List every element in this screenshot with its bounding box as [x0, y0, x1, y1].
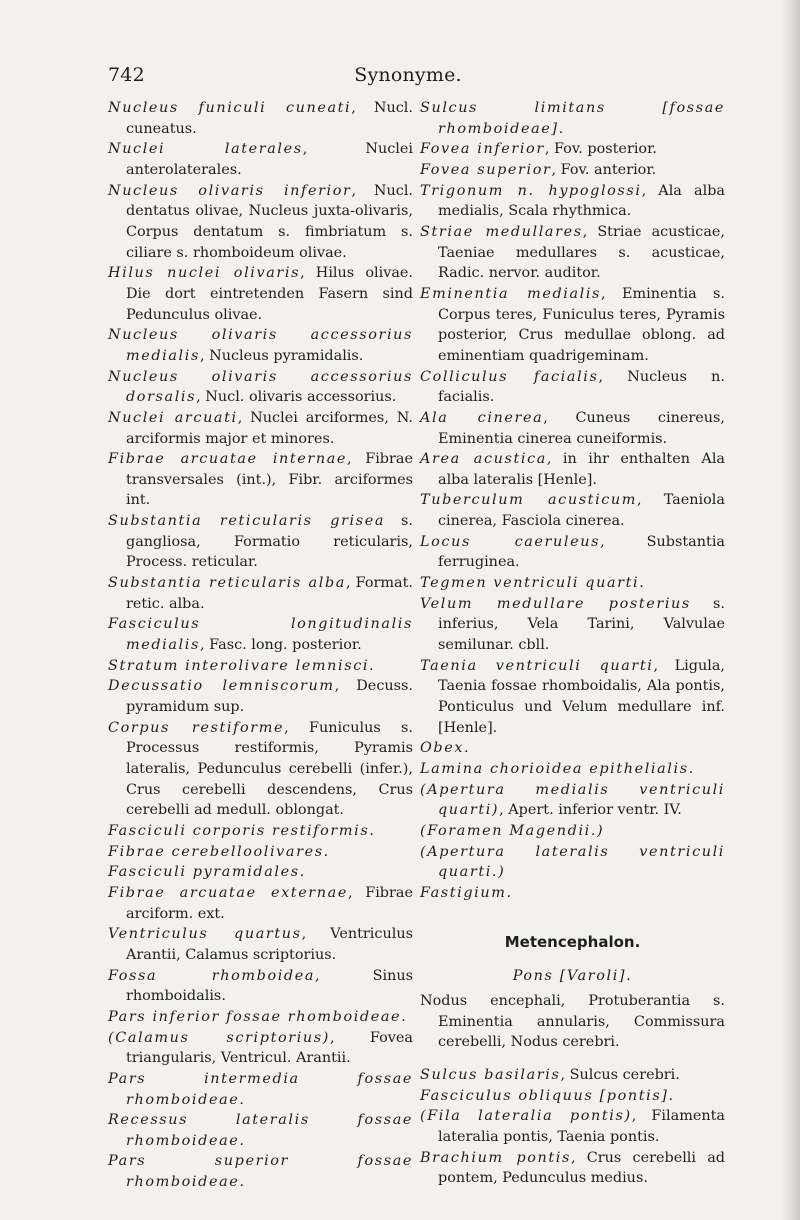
- synonym-entry: [108, 718, 413, 821]
- entry-synonyms: s. gangliosa, Formatio reticularis, Process. reticular.: [126, 513, 413, 571]
- synonym-entry: [420, 139, 725, 160]
- entry-term: Tegmen ventriculi quarti.: [420, 575, 646, 592]
- entry-term: Recessus lateralis fossae rhomboideae.: [108, 1112, 413, 1149]
- synonym-entry: [420, 780, 725, 821]
- entry-term: Nucleus olivaris inferior: [108, 182, 352, 199]
- entry-synonyms: , in ihr enthalten Ala alba lateralis [Henle].: [438, 451, 725, 488]
- entry-synonyms: , Crus cerebelli ad pontem, Pedunculus medius.: [438, 1149, 726, 1187]
- entry-term: Fibrae cerebelloolivares.: [108, 843, 330, 860]
- synonym-entry: [420, 1106, 725, 1147]
- entry-term: (Calamus scriptorius): [108, 1029, 330, 1046]
- entry-term: Sulcus limitans [fossae rhomboideae].: [420, 100, 725, 137]
- entry-synonyms: , Ligula, Taenia fossae rhomboidalis, Ala pontis, Ponticulus und Velum medullare inf. [Henle].: [438, 657, 725, 736]
- synonym-entry: [108, 614, 413, 655]
- right-entries: [420, 98, 725, 904]
- entry-synonyms: , Apert. inferior ventr. IV.: [499, 802, 682, 819]
- entry-synonyms: , Nucleus n. facialis.: [438, 368, 725, 406]
- synonym-entry: [108, 966, 413, 1007]
- synonym-entry: [420, 490, 725, 531]
- synonym-entry: [420, 759, 725, 780]
- entry-term: Fasciculus obliquus [pontis].: [420, 1087, 675, 1104]
- synonym-entry: [108, 263, 413, 325]
- pons-text: Nodus encephali, Protuberantia s. Eminentia annularis, Commissura cerebelli, Nodus cerebri.: [420, 992, 725, 1051]
- synonym-entry: [108, 1007, 413, 1028]
- synonym-entry: [108, 676, 413, 717]
- entry-term: Fasciculus longitudinalis medialis: [108, 616, 413, 654]
- synonym-entry: [420, 532, 725, 573]
- entry-synonyms: , Nuclei arciformes, N. arciformis major et minores.: [126, 409, 413, 447]
- entry-synonyms: , Fasc. long. posterior.: [199, 637, 362, 654]
- synonym-entry: [108, 511, 413, 573]
- synonym-entry: [108, 181, 413, 264]
- synonym-entry: [108, 883, 413, 924]
- entry-synonyms: , Striae acusticae, Taeniae medullares s. acusticae, Radic. nervor. auditor.: [438, 223, 725, 282]
- entry-term: Pars intermedia fossae rhomboideae.: [108, 1070, 413, 1108]
- synonym-entry: [420, 160, 725, 181]
- entry-term: Fasciculi pyramidales.: [108, 864, 306, 881]
- synonym-entry: [420, 408, 725, 449]
- entry-term: (Fila lateralia pontis): [420, 1108, 632, 1125]
- synonym-entry: [420, 98, 725, 139]
- entry-synonyms: , Decuss. pyramidum sup.: [126, 678, 413, 716]
- synonym-entry: [108, 862, 413, 883]
- synonym-entry: [108, 573, 413, 614]
- entry-term: Tuberculum acusticum: [420, 492, 638, 509]
- entry-term: Fibrae arcuatae internae: [108, 451, 348, 468]
- entry-term: Ventriculus quartus: [108, 926, 302, 943]
- entry-synonyms: , Substantia ferruginea.: [438, 533, 725, 571]
- synonym-entry: [108, 325, 413, 366]
- entry-term: Substantia reticularis grisea: [108, 513, 386, 530]
- entry-synonyms: , Sulcus cerebri.: [560, 1066, 680, 1083]
- entry-term: Lamina chorioidea epithelialis.: [420, 761, 695, 777]
- synonym-entry: [420, 738, 725, 759]
- entry-synonyms: , Nucleus pyramidalis.: [199, 347, 364, 364]
- entry-term: Nucleus olivaris accessorius dorsalis: [108, 368, 413, 406]
- entry-synonyms: s. inferius, Vela Tarini, Valvulae semilunar. cbll.: [438, 595, 725, 654]
- synonym-entry: [420, 821, 725, 842]
- entry-term: Stratum interolivare lemnisci.: [108, 657, 376, 674]
- entry-term: Sulcus basilaris: [420, 1066, 561, 1083]
- entry-term: Fasciculi corporis restiformis.: [108, 822, 376, 839]
- entry-term: Fovea superior: [420, 161, 552, 178]
- entry-term: (Apertura lateralis ventriculi quarti.): [420, 843, 725, 881]
- synonym-entry: [108, 367, 413, 408]
- synonym-entry: [108, 924, 413, 965]
- entry-term: Colliculus facialis: [420, 368, 599, 385]
- entry-term: Brachium pontis: [420, 1149, 571, 1166]
- entry-synonyms: , Fov. anterior.: [551, 161, 657, 178]
- synonym-entry: [420, 573, 725, 594]
- entry-term: Taenia ventriculi quarti: [420, 657, 654, 674]
- entry-term: Nuclei arcuati: [108, 409, 238, 426]
- synonym-entry: [420, 181, 725, 222]
- synonym-entry: [108, 98, 413, 139]
- entry-synonyms: , Fov. posterior.: [544, 141, 657, 158]
- page-edge-shadow: [782, 0, 800, 1220]
- entry-synonyms: , Sinus rhomboidalis.: [126, 967, 413, 1005]
- synonym-entry: [108, 1110, 413, 1151]
- page-number: 742: [108, 64, 145, 86]
- entry-synonyms: , Eminentia s. Corpus teres, Funiculus teres, Pyramis posterior, Crus medullae oblong. ad eminentiam quadrigeminam.: [438, 285, 725, 364]
- entry-term: Fastigium.: [420, 884, 513, 901]
- entry-term: Nucleus funiculi cuneati: [108, 100, 352, 116]
- synonym-entry: [108, 656, 413, 677]
- right-column: [420, 98, 725, 1189]
- entry-term: Fossa rhomboidea: [108, 967, 316, 984]
- entry-synonyms: , Nucl. cuneatus.: [126, 100, 413, 137]
- section-entries: [420, 1065, 725, 1189]
- synonym-entry: [108, 842, 413, 863]
- entry-synonyms: , Nucl. olivaris accessorius.: [196, 389, 397, 406]
- entry-term: Obex.: [420, 740, 471, 757]
- entry-synonyms: , Fovea triangularis, Ventricul. Arantii.: [126, 1029, 413, 1067]
- entry-synonyms: , Ala alba medialis, Scala rhythmica.: [438, 182, 725, 220]
- synonym-entry: [420, 367, 725, 408]
- entry-synonyms: , Nuclei anterolaterales.: [126, 141, 413, 178]
- synonym-entry: [108, 139, 413, 180]
- entry-term: Decussatio lemniscorum: [108, 678, 335, 695]
- entry-synonyms: , Filamenta lateralia pontis, Taenia pontis.: [438, 1108, 725, 1145]
- synonym-entry: [420, 594, 725, 656]
- entry-term: Locus caeruleus: [420, 533, 601, 550]
- left-column: [108, 98, 413, 1193]
- entry-synonyms: , Nucl. dentatus olivae, Nucleus juxta-olivaris, Corpus dentatum s. fimbriatum s. ciliare s. rhomboideum olivae.: [126, 182, 414, 261]
- synonym-entry: [420, 449, 725, 490]
- synonym-entry: [108, 408, 413, 449]
- entry-synonyms: , Funiculus s. Processus restiformis, Pyramis lateralis, Pedunculus cerebelli (infer.), Crus cerebelli descendens, Crus cerebelli ad medull. oblongat.: [126, 719, 414, 819]
- entry-term: Substantia reticularis alba: [108, 575, 346, 592]
- synonym-entry: [108, 821, 413, 842]
- entry-term: Fibrae arcuatae externae: [108, 884, 348, 901]
- entry-term: Fovea inferior: [420, 141, 545, 158]
- entry-term: (Apertura medialis ventriculi quarti): [420, 781, 725, 819]
- synonym-entry: [108, 1028, 413, 1069]
- synonym-entry: [108, 1069, 413, 1110]
- page-header: [108, 64, 708, 94]
- entry-term: Pars inferior fossae rhomboideae.: [108, 1008, 408, 1025]
- synonym-entry: [420, 1148, 725, 1189]
- entry-term: Ala cinerea: [420, 409, 544, 426]
- entry-term: (Foramen Magendii.): [420, 822, 605, 839]
- synonym-entry: [420, 883, 725, 904]
- synonym-entry: [108, 1151, 413, 1192]
- entry-term: Striae medullares: [420, 223, 583, 240]
- synonym-entry: [108, 449, 413, 511]
- synonym-entry: [420, 842, 725, 883]
- entry-synonyms: , Hilus olivae. Die dort eintretenden Fasern sind Pedunculus olivae.: [126, 265, 413, 323]
- entry-synonyms: , Taeniola cinerea, Fasciola cinerea.: [438, 492, 725, 530]
- entry-term: Hilus nuclei olivaris: [108, 265, 301, 282]
- entry-term: Trigonum n. hypoglossi: [420, 182, 642, 199]
- synonym-entry: [420, 1065, 725, 1086]
- synonym-entry: [420, 284, 725, 367]
- section-heading: Metencephalon.: [504, 932, 641, 951]
- running-title: Synonyme.: [354, 64, 462, 86]
- synonym-entry: [420, 222, 725, 284]
- entry-synonyms: , Cuneus cinereus, Eminentia cinerea cuneiformis.: [438, 409, 725, 447]
- entry-term: Area acustica: [420, 451, 547, 468]
- entry-term: Velum medullare posterius: [420, 595, 691, 612]
- synonym-entry: [420, 656, 725, 739]
- entry-term: Pars superior fossae rhomboideae.: [108, 1153, 413, 1191]
- entry-term: Eminentia medialis: [420, 285, 602, 302]
- pons-title: Pons [Varoli].: [512, 968, 633, 985]
- entry-synonyms: , Fibrae transversales (int.), Fibr. arciformes int.: [126, 451, 413, 509]
- entry-synonyms: , Fibrae arciform. ext.: [126, 884, 413, 922]
- entry-term: Nuclei laterales: [108, 141, 303, 158]
- entry-term: Nucleus olivaris accessorius medialis: [108, 327, 413, 364]
- entry-term: Corpus restiforme: [108, 719, 285, 736]
- synonym-entry: [420, 1086, 725, 1107]
- entry-synonyms: , Ventriculus Arantii, Calamus scriptorius.: [126, 926, 413, 963]
- entry-synonyms: , Format. retic. alba.: [126, 575, 413, 612]
